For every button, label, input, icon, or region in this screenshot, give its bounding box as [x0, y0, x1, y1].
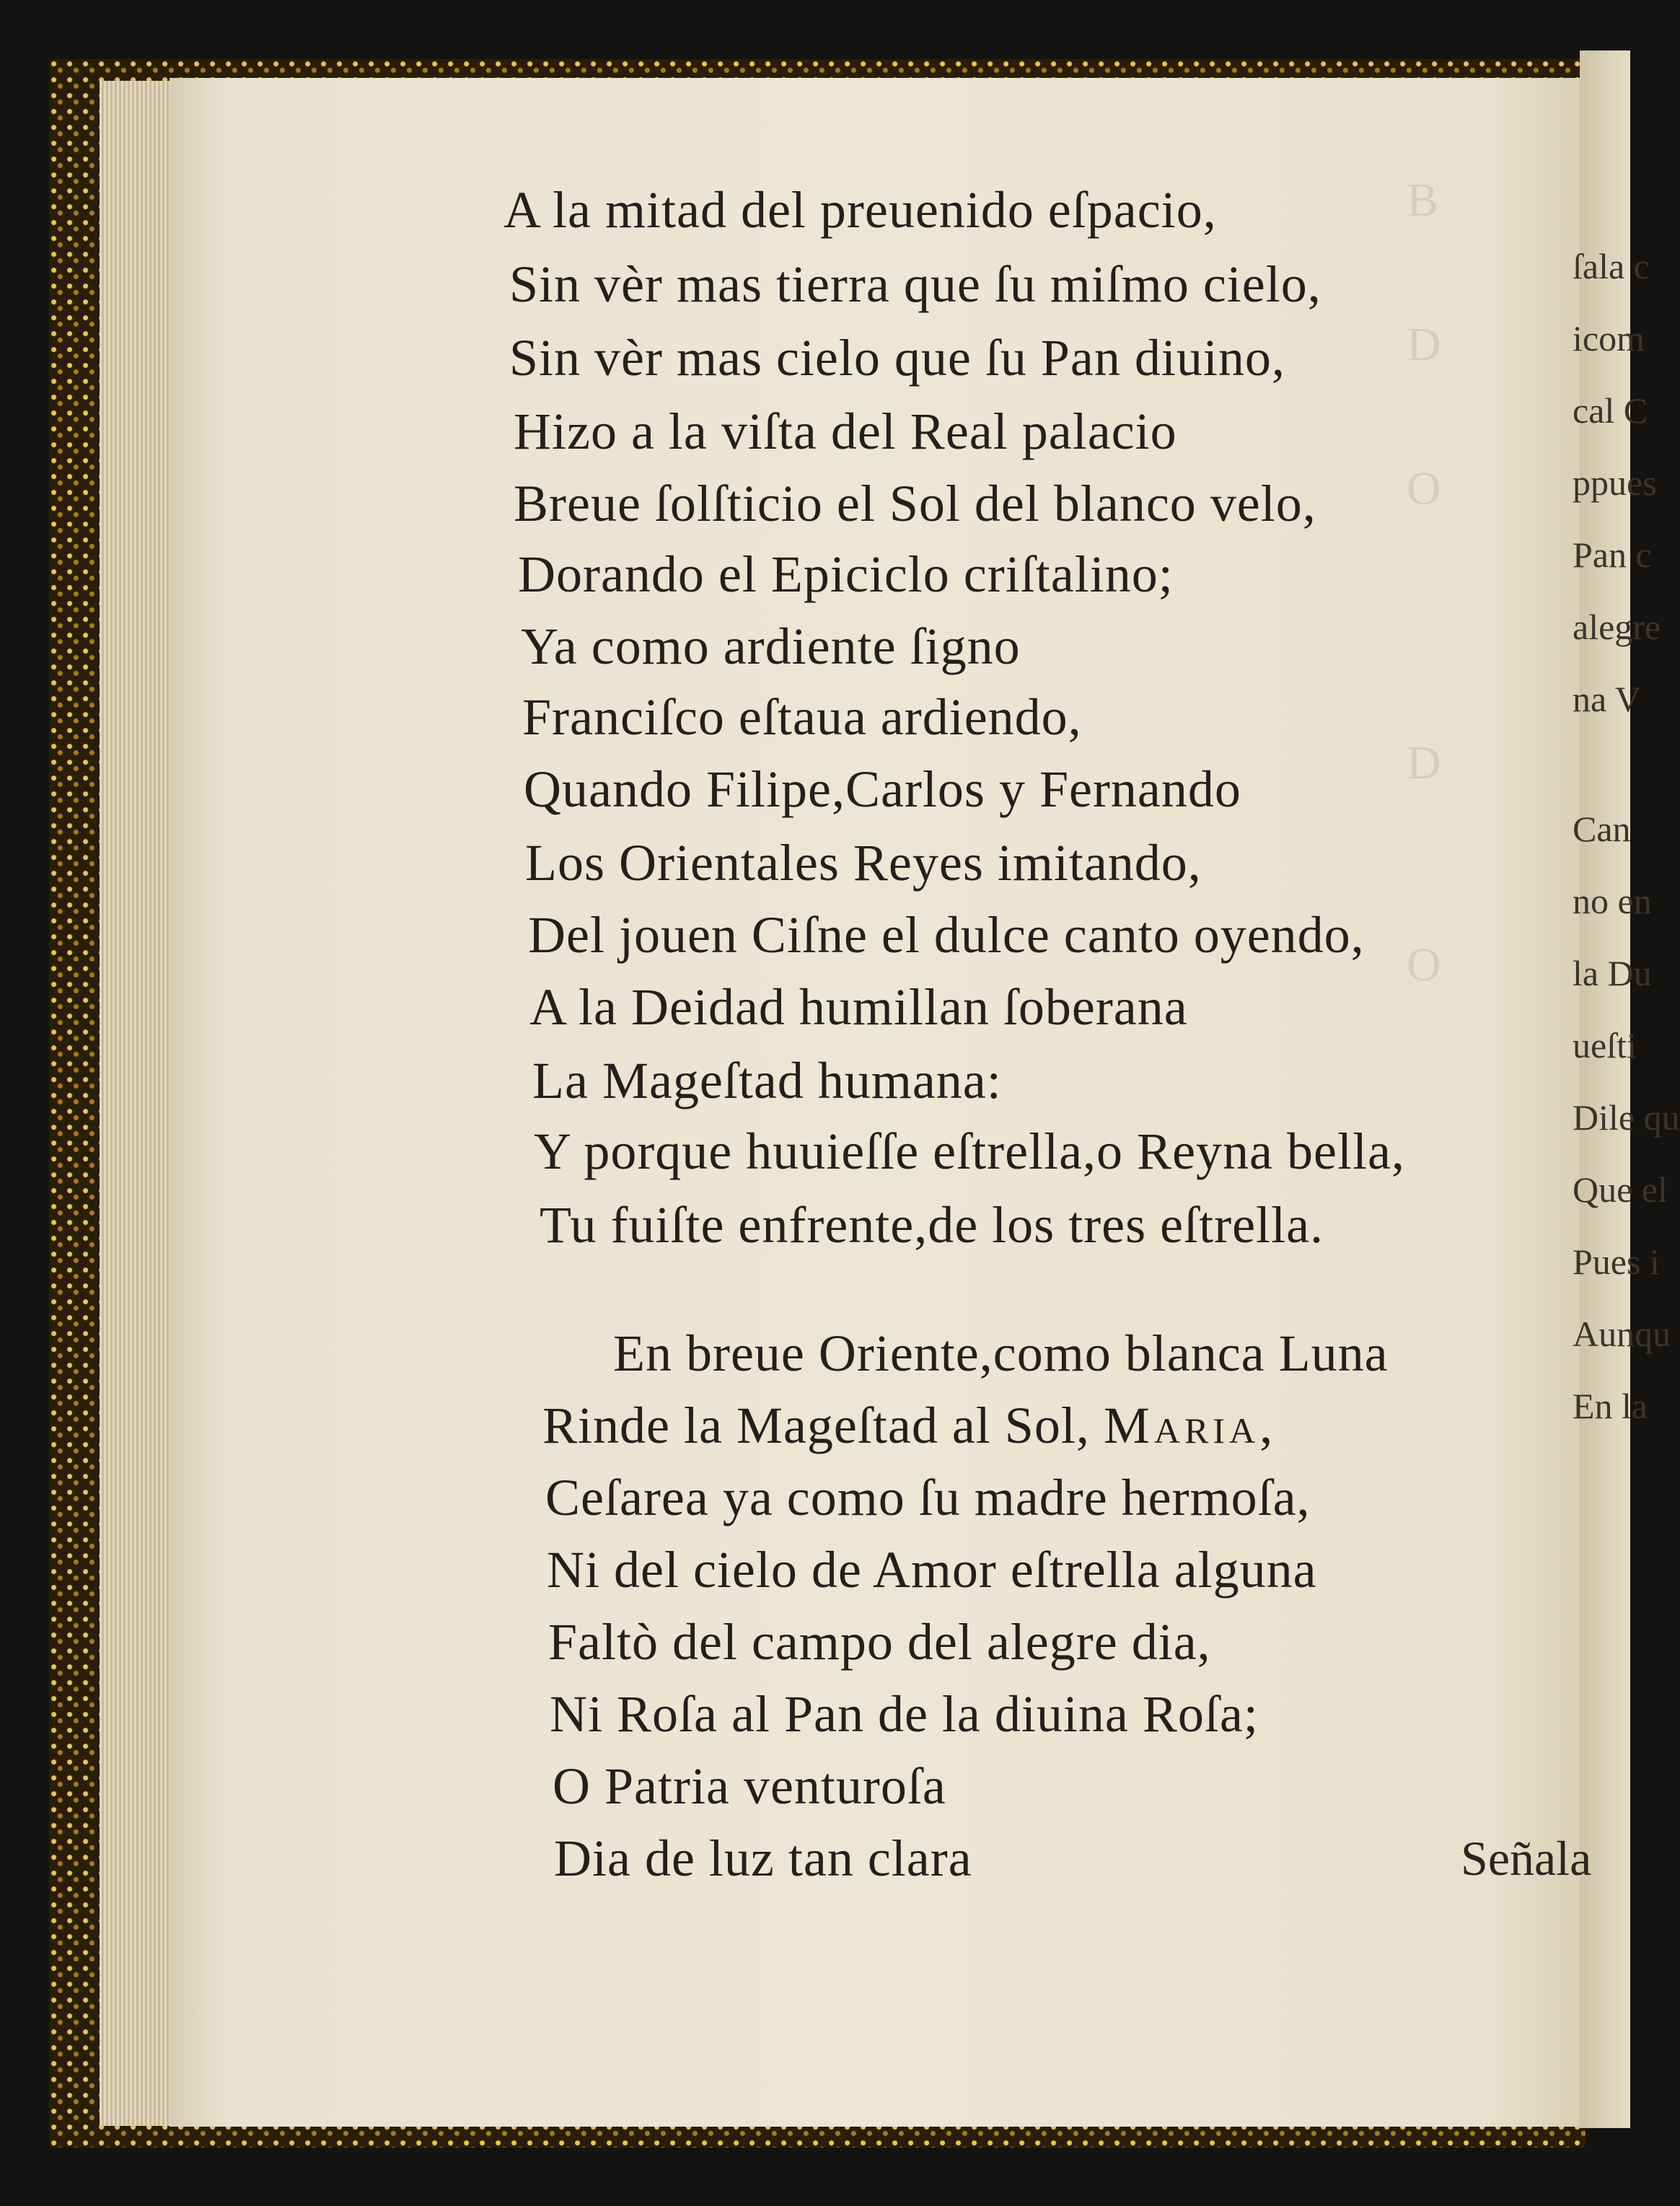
show-through: D	[1407, 318, 1441, 371]
facing-page-fragment: alegre	[1573, 607, 1661, 647]
facing-page-fragment: icom	[1573, 318, 1645, 359]
verse-line: Hizo a la viſta del Real palacio	[514, 403, 1177, 460]
verse-line: Ya como ardiente ſigno	[521, 618, 1021, 675]
verse-line: Los Orientales Reyes imitando,	[525, 834, 1202, 892]
show-through: O	[1407, 939, 1441, 991]
verse-line: Faltò del campo del alegre dia,	[548, 1613, 1211, 1671]
verse-line: A la mitad del preuenido eſpacio,	[503, 181, 1217, 239]
verse-line: O Patria venturoſa	[553, 1757, 946, 1815]
verse-line: Y porque huuieſſe eſtrella,o Reyna bella,	[534, 1122, 1405, 1180]
facing-page-fragment: Dile qu	[1573, 1097, 1680, 1138]
show-through: B	[1407, 174, 1439, 227]
facing-page-fragment: Que el	[1573, 1169, 1668, 1210]
verse-line: Breue ſolſticio el Sol del blanco velo,	[514, 475, 1316, 532]
catchword: Señala	[1461, 1831, 1592, 1886]
verse-line: Ceſarea ya como ſu madre hermoſa,	[545, 1469, 1311, 1526]
verse-line: Sin vèr mas cielo que ſu Pan diuino,	[509, 329, 1285, 387]
verse-line: La Mageſtad humana:	[532, 1052, 1002, 1109]
facing-page-fragment: ſala c	[1573, 246, 1650, 286]
verse-line: Quando Filipe,Carlos y Fernando	[524, 760, 1241, 818]
verse-line: Sin vèr mas tierra que ſu miſmo cielo,	[509, 255, 1321, 313]
verse-line: Del jouen Ciſne el dulce canto oyendo,	[528, 906, 1365, 964]
facing-page-fragment: ppues	[1573, 462, 1657, 503]
facing-page-fragment: ueſti	[1573, 1025, 1637, 1065]
facing-page	[1580, 50, 1630, 2128]
verse-line: Tu fuiſte enfrente,de los tres eſtrella.	[540, 1196, 1324, 1254]
facing-page-fragment: Can	[1573, 809, 1631, 849]
verse-line: Ni del cielo de Amor eſtrella alguna	[547, 1541, 1317, 1599]
facing-page-fragment: la Du	[1573, 953, 1652, 993]
facing-page-fragment: Aunqu	[1573, 1314, 1671, 1354]
show-through: O	[1407, 462, 1441, 515]
facing-page-fragment: na V	[1573, 679, 1641, 719]
verse-line: Dia de luz tan clara	[554, 1829, 972, 1887]
verse-line: Franciſco eſtaua ardiendo,	[522, 688, 1082, 746]
verse-line: Ni Roſa al Pan de la diuina Roſa;	[550, 1685, 1259, 1743]
verse-line: En breue Oriente,como blanca Luna	[613, 1324, 1389, 1382]
show-through: D	[1407, 737, 1441, 789]
facing-page-fragment: Pan c	[1573, 535, 1652, 575]
facing-page-fragment: Pues i	[1573, 1242, 1660, 1282]
page-edges	[100, 81, 179, 2126]
facing-page-fragment: En la	[1573, 1386, 1648, 1426]
facing-page-fragment: no en	[1573, 881, 1652, 921]
facing-page-fragment: cal C	[1573, 390, 1648, 431]
verse-line: Dorando el Epiciclo criſtalino;	[518, 545, 1174, 603]
name-maria: Maria,	[1103, 1397, 1277, 1454]
verse-text: Rinde la Mageſtad al Sol,	[542, 1397, 1090, 1454]
verse-line	[542, 1397, 1277, 1454]
verse-line: A la Deidad humillan ſoberana	[529, 978, 1188, 1036]
